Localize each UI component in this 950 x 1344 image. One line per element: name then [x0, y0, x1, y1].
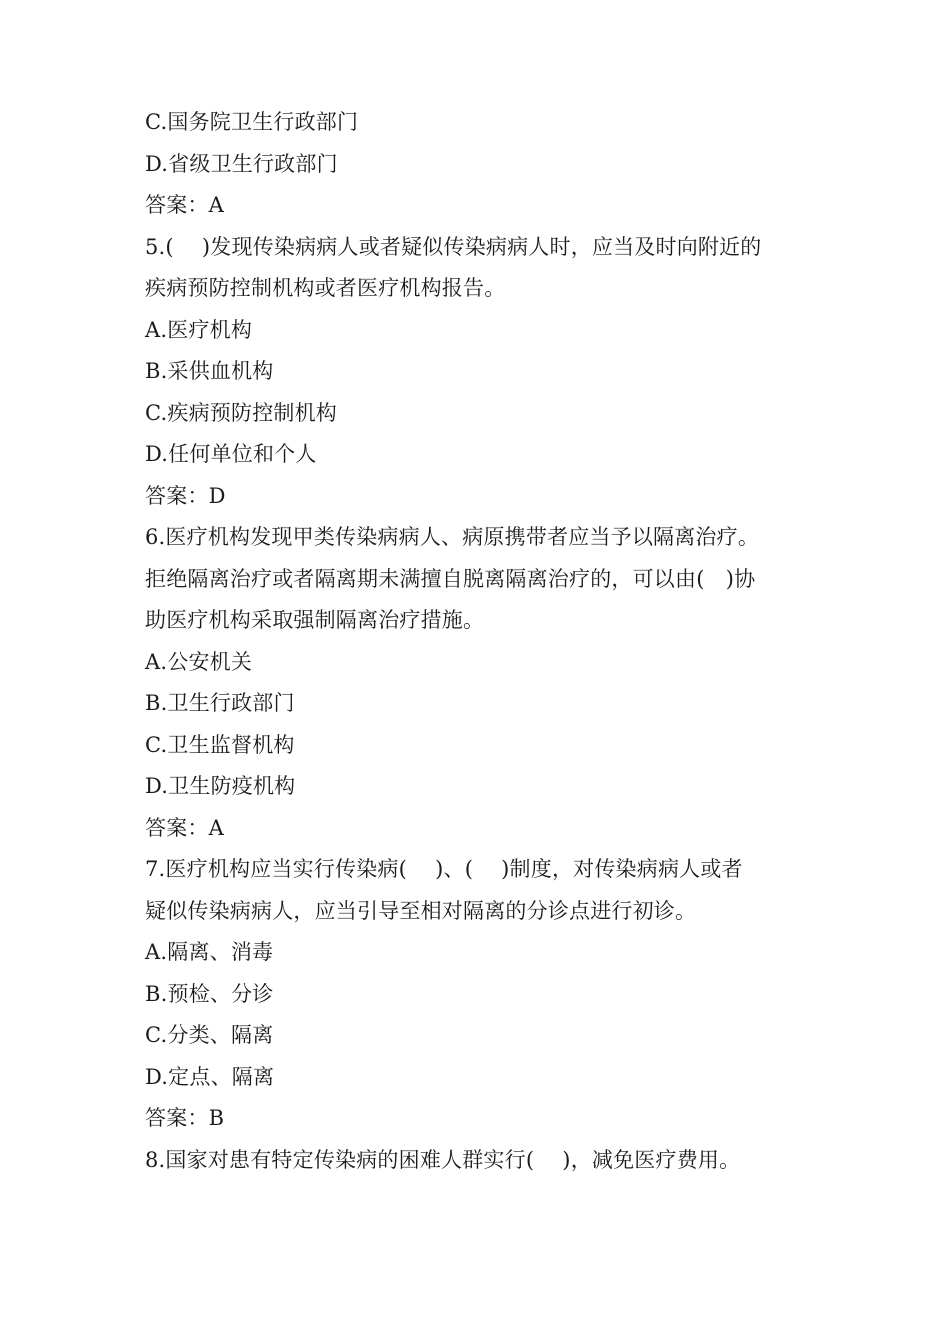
question-7-option-d: D.定点、隔离 [145, 1064, 275, 1089]
question-5-option-a: A.医疗机构 [145, 317, 253, 342]
question-7-line-1: 7.医疗机构应当实行传染病( )、( )制度，对传染病病人或者 [145, 857, 743, 881]
answer-line: 答案：A [145, 193, 224, 217]
question-6-option-c: C.卫生监督机构 [145, 732, 295, 757]
question-7-option-b: B.预检、分诊 [145, 981, 274, 1006]
question-6-option-b: B.卫生行政部门 [145, 691, 295, 715]
question-5-option-c: C.疾病预防控制机构 [145, 400, 337, 425]
question-6-line-1: 6.医疗机构发现甲类传染病病人、病原携带者应当予以隔离治疗。 [145, 525, 760, 549]
question-6-answer: 答案：A [145, 815, 224, 840]
option-d-line: D.省级卫生行政部门 [145, 151, 338, 176]
option-c-line: C.国务院卫生行政部门 [145, 110, 359, 134]
question-6-option-a: A.公安机关 [145, 649, 253, 674]
question-5-line-2: 疾病预防控制机构或者医疗机构报告。 [145, 276, 506, 300]
question-5-answer: 答案：D [145, 483, 226, 508]
question-7-line-2: 疑似传染病病人，应当引导至相对隔离的分诊点进行初诊。 [145, 898, 697, 923]
question-8-line-1: 8.国家对患有特定传染病的困难人群实行( )，减免医疗费用。 [145, 1147, 741, 1172]
question-7-option-a: A.隔离、消毒 [145, 940, 274, 964]
question-6-option-d: D.卫生防疫机构 [145, 774, 296, 798]
question-6-line-3: 助医疗机构采取强制隔离治疗措施。 [145, 608, 485, 632]
question-6-line-2: 拒绝隔离治疗或者隔离期未满擅自脱离隔离治疗的，可以由( )协 [145, 566, 756, 591]
question-7-option-c: C.分类、隔离 [145, 1023, 274, 1047]
question-5-line-1: 5.( )发现传染病病人或者疑似传染病病人时，应当及时向附近的 [145, 234, 762, 259]
question-7-answer: 答案：B [145, 1106, 225, 1130]
question-5-option-d: D.任何单位和个人 [145, 442, 317, 466]
document-body [145, 102, 815, 1181]
question-5-option-b: B.采供血机构 [145, 359, 274, 383]
